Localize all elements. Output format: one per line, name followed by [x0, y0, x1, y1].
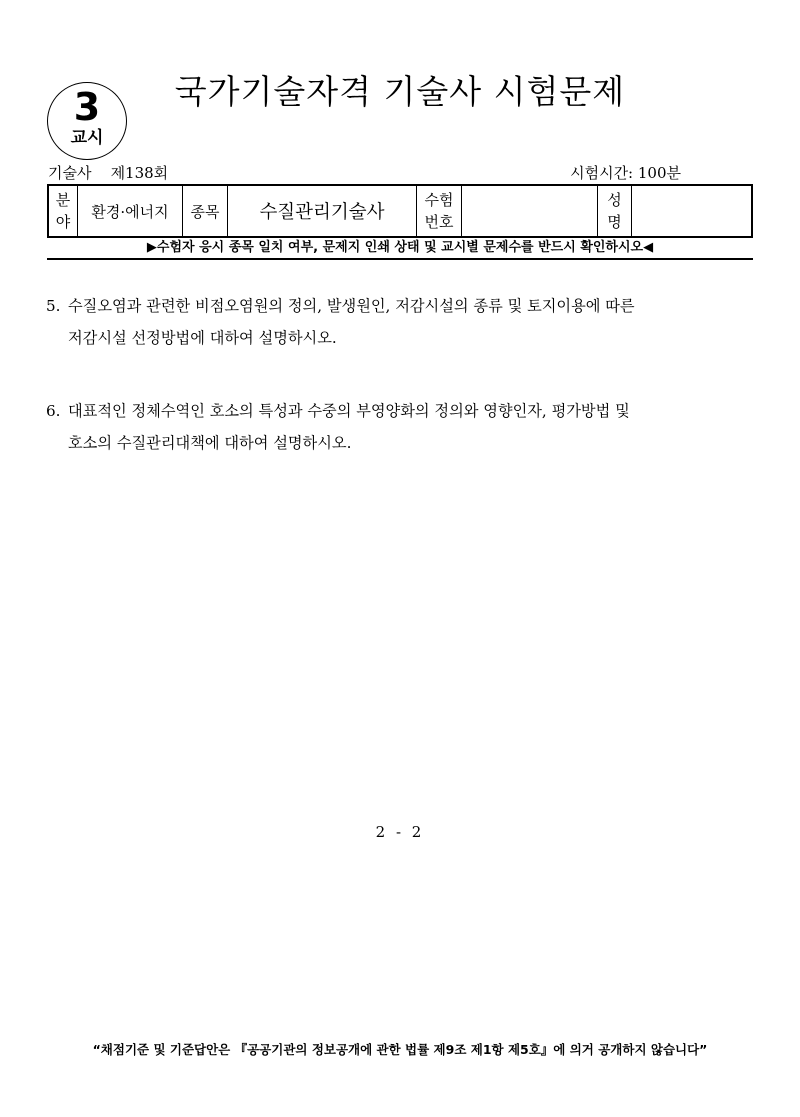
exam-number-label-top: 수험 — [424, 191, 454, 209]
exam-info-table — [47, 184, 753, 238]
exam-time: 시험시간: 100분 — [570, 164, 681, 182]
exam-notice: ▶수험자 응시 종목 일치 여부, 문제지 인쇄 상태 및 교시별 문제수를 반드시 확인하시오◀ — [146, 240, 654, 255]
question-5 — [46, 290, 758, 354]
exam-number-label-cell — [417, 186, 462, 236]
name-label-top: 성 — [607, 191, 622, 209]
exam-number-label-bottom: 번호 — [424, 213, 454, 231]
session-label: 교시 — [70, 128, 104, 148]
question-text-line-2: 저감시설 선정방법에 대하여 설명하시오. — [68, 329, 337, 347]
exam-type: 기술사 — [48, 164, 92, 182]
subject-label-cell — [183, 186, 228, 236]
page-title: 국가기술자격 기술사 시험문제 — [174, 72, 626, 111]
session-number: 3 — [73, 85, 101, 129]
question-number: 6. — [46, 402, 61, 420]
field-value: 환경·에너지 — [91, 202, 169, 221]
question-text-line-1: 수질오염과 관련한 비점오염원의 정의, 발생원인, 저감시설의 종류 및 토지이용에 따른 — [68, 297, 635, 315]
subject-value-cell — [228, 186, 417, 236]
footer-disclaimer: “채점기준 및 기준답안은 『공공기관의 정보공개에 관한 법률 제9조 제1항 제5호』에 의거 공개하지 않습니다” — [92, 1042, 708, 1057]
question-text-line-2: 호소의 수질관리대책에 대하여 설명하시오. — [68, 434, 352, 452]
name-label-cell — [598, 186, 632, 236]
question-text-line-1: 대표적인 정체수역인 호소의 특성과 수중의 부영양화의 정의와 영향인자, 평가방법 및 — [68, 402, 630, 420]
field-value-cell — [78, 186, 183, 236]
subject-value: 수질관리기술사 — [259, 202, 385, 223]
exam-category — [48, 162, 168, 184]
subject-label: 종목 — [190, 202, 220, 221]
name-label-bottom: 명 — [607, 213, 622, 231]
field-label-cell — [49, 186, 78, 236]
exam-number-field[interactable] — [462, 186, 598, 236]
field-label-bottom: 야 — [55, 213, 71, 231]
question-6 — [46, 395, 758, 459]
header-divider — [47, 258, 753, 260]
field-label-top: 분 — [55, 191, 71, 209]
session-badge — [47, 82, 127, 160]
page-number: 2 - 2 — [375, 823, 425, 841]
question-number: 5. — [46, 297, 61, 315]
name-field[interactable] — [632, 186, 751, 236]
exam-round: 제138회 — [110, 164, 169, 182]
